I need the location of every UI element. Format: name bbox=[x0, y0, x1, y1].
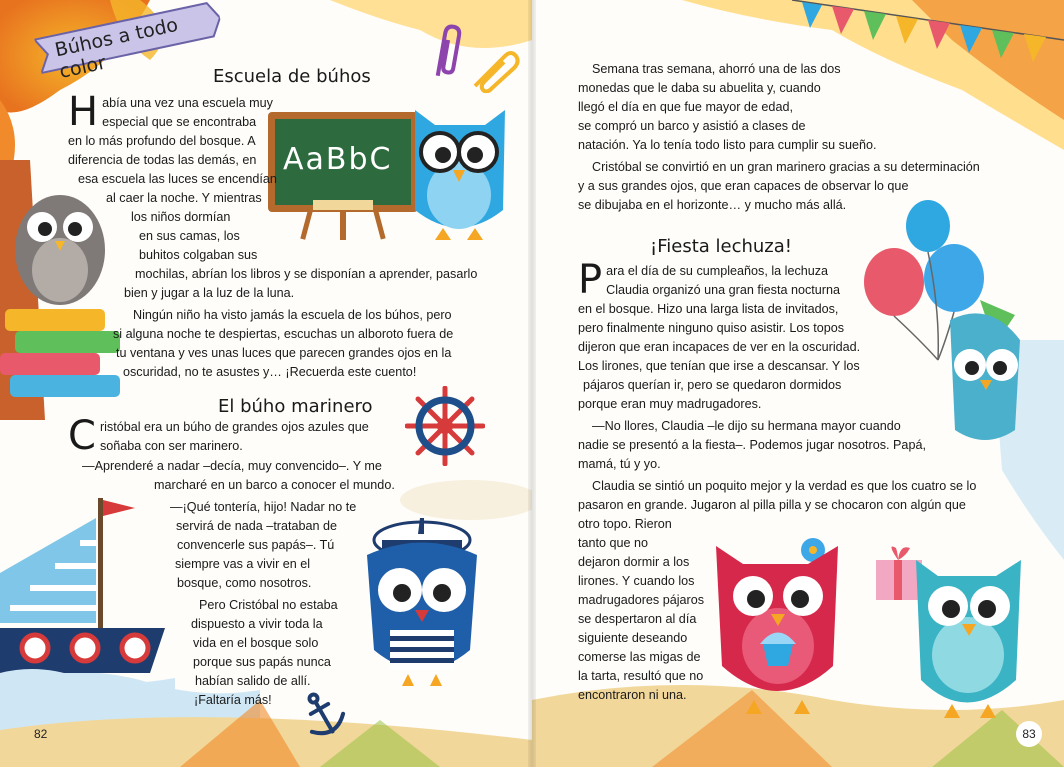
text-line: esa escuela las luces se encendían bbox=[78, 172, 277, 186]
text-line: bien y jugar a la luz de la luna. bbox=[124, 286, 295, 300]
story-body bbox=[578, 60, 1038, 215]
text-line: se dibujaba en el horizonte… y mucho más allá. bbox=[578, 198, 847, 212]
text-line: dispuesto a vivir toda la bbox=[191, 617, 323, 631]
text-line: madrugadores pájaros bbox=[578, 593, 705, 607]
banner-label: Búhos a todo color bbox=[52, 13, 180, 83]
text-line: dejaron dormir a los bbox=[578, 555, 690, 569]
text-line: dijeron que eran incapaces de ver en la oscuridad. bbox=[578, 340, 861, 354]
text-line: abía una vez una escuela muy bbox=[102, 96, 273, 110]
text-line: encontraron ni una. bbox=[578, 688, 687, 702]
story-title: El búho marinero bbox=[218, 396, 373, 417]
text-line: si alguna noche te despiertas, escuchas un alboroto fuera de bbox=[113, 327, 454, 341]
text-line: mochilas, abrían los libros y se disponían a aprender, pasarlo bbox=[135, 267, 478, 281]
text-line: Los lirones, que tenían que irse a descansar. Y los bbox=[578, 359, 860, 373]
text-line: natación. Ya lo tenía todo listo para cumplir su sueño. bbox=[578, 138, 877, 152]
story-title: Escuela de búhos bbox=[213, 66, 371, 87]
story-body bbox=[68, 89, 478, 382]
text-line: la tarta, resultó que no bbox=[578, 669, 704, 683]
text-line: al caer la noche. Y mientras bbox=[106, 191, 262, 205]
text-line: buhitos colgaban sus bbox=[139, 248, 258, 262]
chalkboard-text: AaBbC bbox=[283, 142, 393, 177]
story-title: ¡Fiesta lechuza! bbox=[650, 236, 793, 257]
text-line: siguiente deseando bbox=[578, 631, 688, 645]
text-line: —Aprenderé a nadar –decía, muy convencido–. Y me bbox=[82, 459, 382, 473]
text-line: en el bosque. Hizo una larga lista de invitados, bbox=[578, 302, 839, 316]
page-number: 83 bbox=[1016, 721, 1042, 747]
text-line: comerse las migas de bbox=[578, 650, 701, 664]
text-line: llegó el día en que fue mayor de edad, bbox=[578, 100, 793, 114]
text-line: lirones. Y cuando los bbox=[578, 574, 695, 588]
text-line: tu ventana y ves unas luces que parecen grandes ojos en la bbox=[116, 346, 452, 360]
text-line: —No llores, Claudia –le dijo su hermana mayor cuando bbox=[592, 419, 901, 433]
text-line: ara el día de su cumpleaños, la lechuza bbox=[606, 264, 829, 278]
text-line: pasaron en grande. Jugaron al pilla pilla y se chocaron con algún que bbox=[578, 498, 966, 512]
text-line: —¡Qué tontería, hijo! Nadar no te bbox=[170, 500, 357, 514]
text-line: Pero Cristóbal no estaba bbox=[199, 598, 338, 612]
text-line: tanto que no bbox=[578, 536, 649, 550]
text-line: servirá de nada –trataban de bbox=[176, 519, 338, 533]
text-line: se despertaron al día bbox=[578, 612, 697, 626]
text-line: bosque, como nosotros. bbox=[177, 576, 312, 590]
text-line: convencerle sus papás–. Tú bbox=[177, 538, 335, 552]
text-line: en sus camas, los bbox=[139, 229, 240, 243]
text-line: otro topo. Rieron bbox=[578, 517, 672, 531]
text-line: monedas que le daba su abuelita y, cuando bbox=[578, 81, 821, 95]
text-line: mamá, tú y yo. bbox=[578, 457, 661, 471]
text-line: Ningún niño ha visto jamás la escuela de los búhos, pero bbox=[133, 308, 452, 322]
right-page bbox=[532, 0, 1064, 767]
text-line: habían salido de allí. bbox=[195, 674, 311, 688]
text-line: ¡Faltaría más! bbox=[194, 693, 272, 707]
text-line: se compró un barco y asistió a clases de bbox=[578, 119, 806, 133]
text-line: ristóbal era un búho de grandes ojos azules que bbox=[99, 420, 369, 434]
text-line: oscuridad, no te asustes y… ¡Recuerda este cuento! bbox=[123, 365, 417, 379]
text-line: porque eran muy madrugadores. bbox=[578, 397, 762, 411]
text-line: soñaba con ser marinero. bbox=[99, 439, 243, 453]
drop-cap: H bbox=[68, 89, 99, 135]
text-line: Cristóbal se convirtió en un gran marinero gracias a su determinación bbox=[592, 160, 980, 174]
paperclip-icon bbox=[470, 48, 520, 93]
paperclip-icon bbox=[432, 22, 462, 82]
story-body bbox=[578, 257, 1018, 705]
drop-cap: P bbox=[578, 257, 603, 303]
ship-wheel-icon bbox=[405, 386, 485, 466]
text-line: nadie se presentó a la fiesta–. Podemos jugar nosotros. Papá, bbox=[578, 438, 926, 452]
text-line: Claudia se sintió un poquito mejor y la verdad es que los cuatro se lo bbox=[592, 479, 977, 493]
book-gutter bbox=[528, 0, 536, 767]
text-line: marcharé en un barco a conocer el mundo. bbox=[154, 478, 395, 492]
text-line: en lo más profundo del bosque. A bbox=[68, 134, 256, 148]
text-line: diferencia de todas las demás, en bbox=[68, 153, 257, 167]
text-line: Claudia organizó una gran fiesta nocturna bbox=[606, 283, 840, 297]
text-line: pero finalmente ninguno quiso asistir. Los topos bbox=[578, 321, 845, 335]
text-line: vida en el bosque solo bbox=[193, 636, 319, 650]
drop-cap: C bbox=[68, 413, 96, 459]
text-line: y a sus grandes ojos, que eran capaces de observar lo que bbox=[578, 179, 909, 193]
text-line: especial que se encontraba bbox=[102, 115, 257, 129]
text-line: siempre vas a vivir en el bbox=[175, 557, 311, 571]
story-body bbox=[68, 413, 408, 710]
text-line: porque sus papás nunca bbox=[193, 655, 331, 669]
text-line: los niños dormían bbox=[131, 210, 231, 224]
text-line: pájaros querían ir, pero se quedaron dormidos bbox=[583, 378, 842, 392]
page-number: 82 bbox=[34, 727, 48, 741]
text-line: Semana tras semana, ahorró una de las dos bbox=[592, 62, 841, 76]
